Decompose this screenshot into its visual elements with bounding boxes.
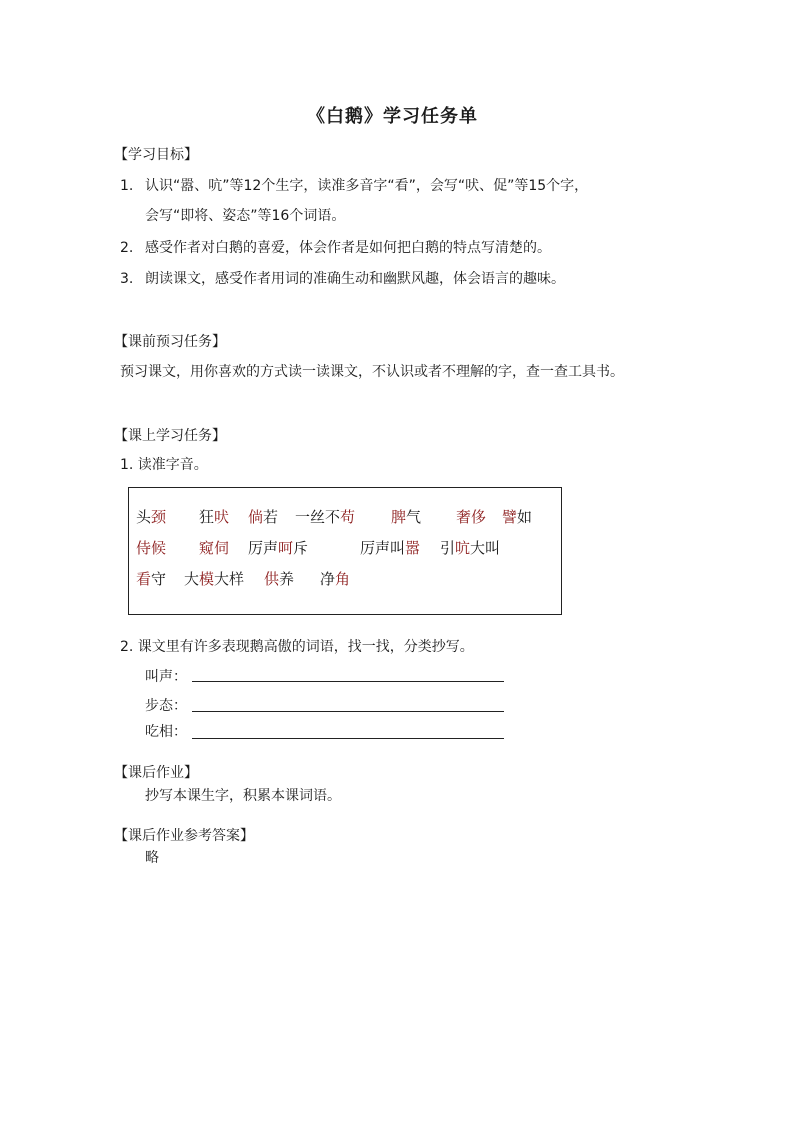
vocab-word [199, 538, 229, 558]
vocab-word: 供养 [264, 570, 295, 588]
objective-1-text: 认识“嚣、吭”等12个生字，读准多音字“看”，会写“吠、促”等15个字， [145, 178, 589, 194]
highlighted-char: 呵 [278, 539, 294, 557]
highlighted-char: 颈 [151, 508, 167, 526]
field-label-sound: 叫声： [145, 669, 187, 685]
preview-header: 【课前预习任务】 [114, 334, 226, 350]
homework-text: 抄写本课生字，积累本课词语。 [145, 788, 341, 804]
answer-line-eating[interactable] [192, 738, 504, 739]
vocab-word: 头颈 [136, 508, 167, 526]
objective-1-cont: 会写“即将、姿态”等16个词语。 [145, 208, 346, 224]
answer-line-sound[interactable] [192, 681, 504, 682]
highlighted-char: 倘 [248, 508, 264, 526]
inclass-header: 【课上学习任务】 [114, 428, 226, 444]
field-label-eating: 吃相： [145, 724, 187, 740]
field-label-gait: 步态： [145, 698, 187, 714]
vocab-word: 脾气 [391, 508, 422, 526]
highlighted-char: 苟 [340, 508, 356, 526]
objective-1-num: 1. [120, 178, 134, 194]
highlighted-char: 譬 [502, 508, 518, 526]
highlighted-char: 模 [199, 570, 215, 588]
task-1-text: 1. 读准字音。 [120, 457, 208, 473]
answers-header: 【课后作业参考答案】 [114, 828, 254, 844]
objective-3-text: 朗读课文，感受作者用词的准确生动和幽默风趣，体会语言的趣味。 [145, 271, 565, 287]
vocab-word: 引吭大叫 [440, 539, 501, 557]
objective-2-num: 2. [120, 240, 134, 256]
highlighted-char: 角 [335, 570, 351, 588]
highlighted-char: 侍候 [136, 539, 167, 557]
vocab-word: 厉声叫嚣 [360, 539, 421, 557]
vocab-word: 倘若 [248, 508, 279, 526]
vocab-word: 一丝不苟 [295, 508, 356, 526]
highlighted-char: 奢侈 [456, 508, 487, 526]
answers-text: 略 [145, 850, 159, 866]
homework-header: 【课后作业】 [114, 765, 198, 781]
highlighted-char: 脾 [391, 508, 407, 526]
highlighted-char: 窥伺 [199, 539, 230, 557]
vocab-word: 净角 [320, 570, 351, 588]
highlighted-char: 看 [136, 570, 152, 588]
task-2-text: 2. 课文里有许多表现鹅高傲的词语，找一找，分类抄写。 [120, 639, 474, 655]
vocab-word: 狂吠 [199, 508, 230, 526]
page-title: 《白鹅》学习任务单 [307, 106, 478, 127]
vocab-word: 厉声呵斥 [248, 539, 309, 557]
highlighted-char: 吭 [455, 539, 471, 557]
objective-2-text: 感受作者对白鹅的喜爱，体会作者是如何把白鹅的特点写清楚的。 [145, 240, 551, 256]
vocab-word: 看守 [136, 570, 167, 588]
vocab-word [456, 507, 486, 527]
vocab-word: 大模大样 [184, 570, 245, 588]
vocab-word: 譬如 [502, 508, 533, 526]
highlighted-char: 供 [264, 570, 280, 588]
highlighted-char: 吠 [214, 508, 230, 526]
objectives-header: 【学习目标】 [114, 147, 198, 163]
highlighted-char: 嚣 [405, 539, 421, 557]
preview-text: 预习课文，用你喜欢的方式读一读课文，不认识或者不理解的字，查一查工具书。 [120, 364, 624, 380]
answer-line-gait[interactable] [192, 711, 504, 712]
objective-3-num: 3. [120, 271, 134, 287]
vocab-word [136, 538, 166, 558]
